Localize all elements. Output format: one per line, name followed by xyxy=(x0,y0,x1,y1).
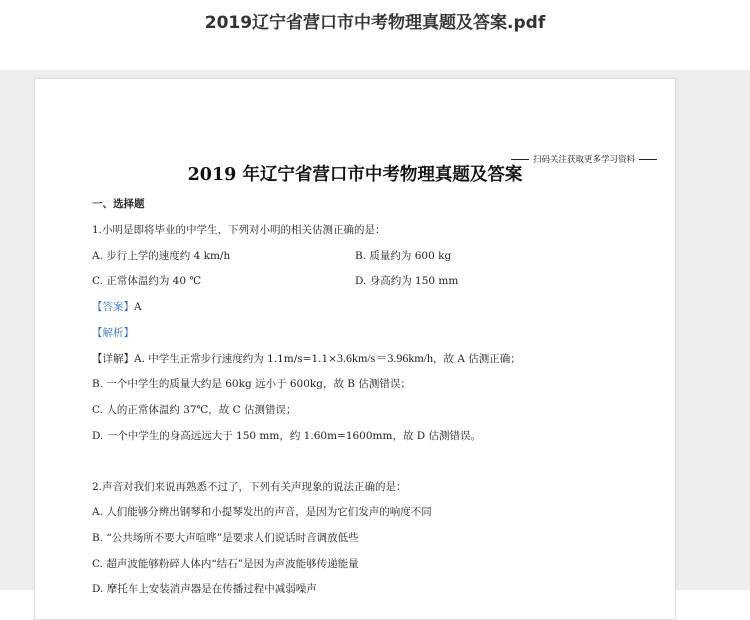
question-1-option-d: D. 身高约为 150 mm xyxy=(355,275,459,287)
detail-label: 【详解】 xyxy=(92,353,134,365)
question-1-analysis-label: 【解析】 xyxy=(92,327,134,339)
question-1-detail-c: C. 人的正常体温约 37℃，故 C 估测错误； xyxy=(92,404,297,416)
promo-line-right xyxy=(639,159,657,160)
document-title: 2019 年辽宁省营口市中考物理真题及答案 xyxy=(187,165,523,185)
question-2-stem: 2.声音对我们来说再熟悉不过了，下列有关声现象的说法正确的是： xyxy=(92,481,407,493)
promo-line-left xyxy=(511,159,529,160)
file-title: 2019辽宁省营口市中考物理真题及答案.pdf xyxy=(204,13,546,33)
answer-label: 【答案】 xyxy=(92,301,134,313)
question-2-option-c: C. 超声波能够粉碎人体内“结石”是因为声波能够传递能量 xyxy=(92,558,359,570)
question-1-answer xyxy=(92,299,142,314)
header-bar xyxy=(0,0,750,70)
question-2-option-d: D. 摩托车上安装消声器是在传播过程中减弱噪声 xyxy=(92,583,317,595)
question-1-option-b: B. 质量约为 600 kg xyxy=(355,250,452,262)
question-2-option-b: B. “公共场所不要大声喧哗”是要求人们说话时音调放低些 xyxy=(92,532,359,544)
question-1-detail-a xyxy=(92,349,521,366)
question-1-detail-b: B. 一个中学生的质量大约是 60kg 远小于 600kg，故 B 估测错误； xyxy=(92,378,411,390)
detail-a-formula: 3.6km/s＝3.96km/h xyxy=(336,351,433,365)
section-heading: 一、选择题 xyxy=(92,198,145,210)
question-1-stem: 1.小明是即将毕业的中学生，下列对小明的相关估测正确的是： xyxy=(92,224,386,236)
promo-text: 扫码关注获取更多学习资料 xyxy=(532,155,635,165)
question-1-option-a: A. 步行上学的速度约 4 km/h xyxy=(92,250,231,262)
question-1-option-c: C. 正常体温约为 40 ℃ xyxy=(92,275,202,287)
detail-a-suffix: ，故 A 估测正确； xyxy=(433,353,521,365)
question-1-detail-d: D. 一个中学生的身高远远大于 150 mm，约 1.60m=1600mm，故 D 估测错误。 xyxy=(92,430,482,442)
document-page xyxy=(34,78,676,620)
answer-value: A xyxy=(134,301,142,313)
detail-a-prefix: A. 中学生正常步行速度约为 1.1m/s=1.1× xyxy=(134,353,337,365)
question-2-option-a: A. 人们能够分辨出钢琴和小提琴发出的声音，是因为它们发声的响度不同 xyxy=(92,506,432,518)
